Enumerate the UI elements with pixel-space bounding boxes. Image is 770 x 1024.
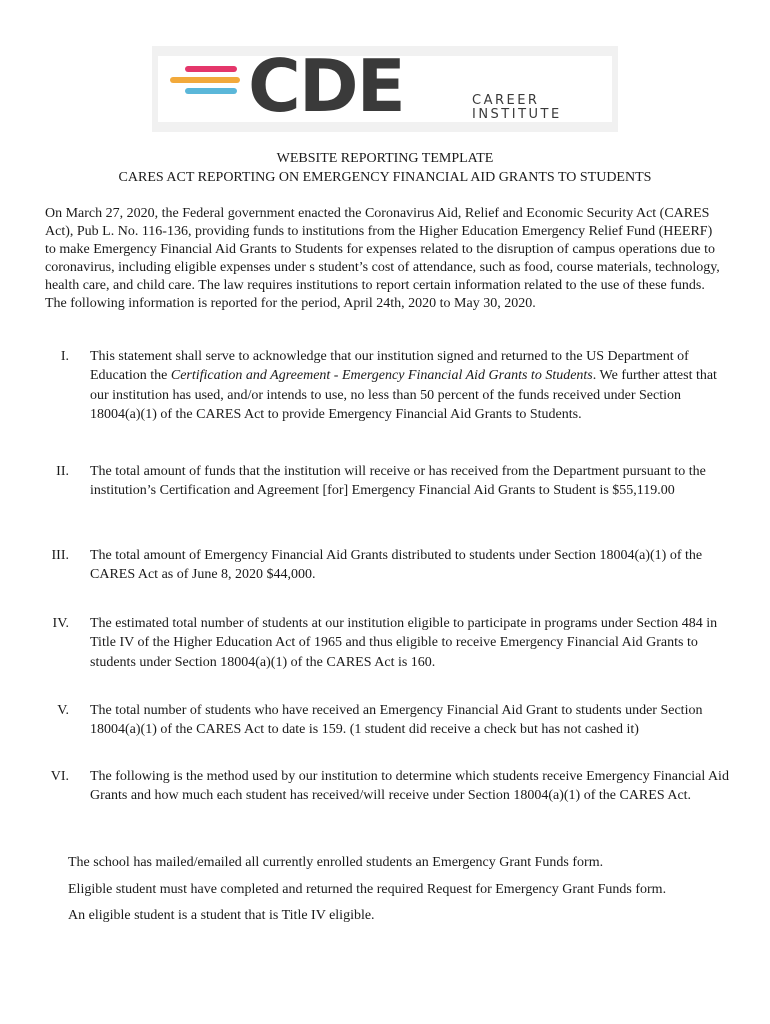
list-item-text: The estimated total number of students at our institution eligible to participate in programs under Section 484 in Title IV of the Higher Education Act of 1965 and thus eligible to receive Emergency Financial Aid Grants to students under Section 18004(a)(1) of the CARES Act is 160. xyxy=(90,616,718,670)
document-subtitle: CARES ACT REPORTING ON EMERGENCY FINANCIAL AID GRANTS TO STUDENTS xyxy=(118,170,652,185)
logo-stripe-orange xyxy=(170,77,240,83)
document-title: WEBSITE REPORTING TEMPLATE xyxy=(276,151,494,166)
list-item-number: VI. xyxy=(50,769,69,784)
list-item-text: The total amount of Emergency Financial Aid Grants distributed to students under Section 18004(a)(1) of the CARES Act as of June 8, 2020 $44,000. xyxy=(90,548,703,583)
logo-stripe-pink xyxy=(185,66,237,72)
intro-paragraph: On March 27, 2020, the Federal government enacted the Coronavirus Aid, Relief and Economic Security Act (CARES Act), Pub L. No. 116-136, providing funds to institutions from the Higher Education Emergency Relief Fund (HEERF) to make Emergency Financial Aid Grants to Students for expenses related to the disruption of campus operations due to coronavirus, including eligible expenses under s student’s cost of attendance, such as food, course materials, technology, health care, and child care. The law requires institutions to report certain information related to the use of these funds. The following information is reported for the period, April 24th, 2020 to May 30, 2020. xyxy=(45,206,720,311)
list-item-text: The total amount of funds that the institution will receive or has received from the Department pursuant to the institution’s Certification and Agreement [for] Emergency Financial Aid Grants to Student is $55,119.00 xyxy=(90,464,706,499)
logo-letters: CDE xyxy=(248,44,404,128)
logo-subtitle xyxy=(472,94,562,122)
list-item-text: This statement shall serve to acknowledge that our institution signed and returned to the US Department of Education the Certification and Agreement - Emergency Financial Aid Grants to Students. We further attest that our institution has used, and/or intends to use, no less than 50 percent of the funds received under Section 18004(a)(1) of the CARES Act to provide Emergency Financial Aid Grants to Students. xyxy=(90,349,717,423)
list-item-number: III. xyxy=(51,548,69,563)
logo-stripe-blue xyxy=(185,88,237,94)
closing-paragraph: Eligible student must have completed and returned the required Request for Emergency Grant Funds form. xyxy=(68,882,667,897)
list-item-text: The following is the method used by our institution to determine which students receive Emergency Financial Aid Grants and how much each student has received/will receive under Section 18004(a)(1) of the CARES Act. xyxy=(90,769,729,804)
logo-badge xyxy=(158,44,612,128)
list-item-number: I. xyxy=(60,349,69,364)
closing-paragraph: An eligible student is a student that is Title IV eligible. xyxy=(68,908,375,923)
logo-subtitle-line2: INSTITUTE xyxy=(472,107,562,122)
list-item-number: II. xyxy=(56,464,69,479)
logo-subtitle-line1: CAREER xyxy=(472,93,540,108)
list-item-text: The total number of students who have received an Emergency Financial Aid Grant to students under Section 18004(a)(1) of the CARES Act to date is 159. (1 student did receive a check but has not cashed it) xyxy=(90,703,703,738)
list-item-number: IV. xyxy=(52,616,69,631)
logo xyxy=(152,46,618,132)
list-item-number: V. xyxy=(57,703,69,718)
closing-paragraph: The school has mailed/emailed all currently enrolled students an Emergency Grant Funds form. xyxy=(68,855,604,870)
